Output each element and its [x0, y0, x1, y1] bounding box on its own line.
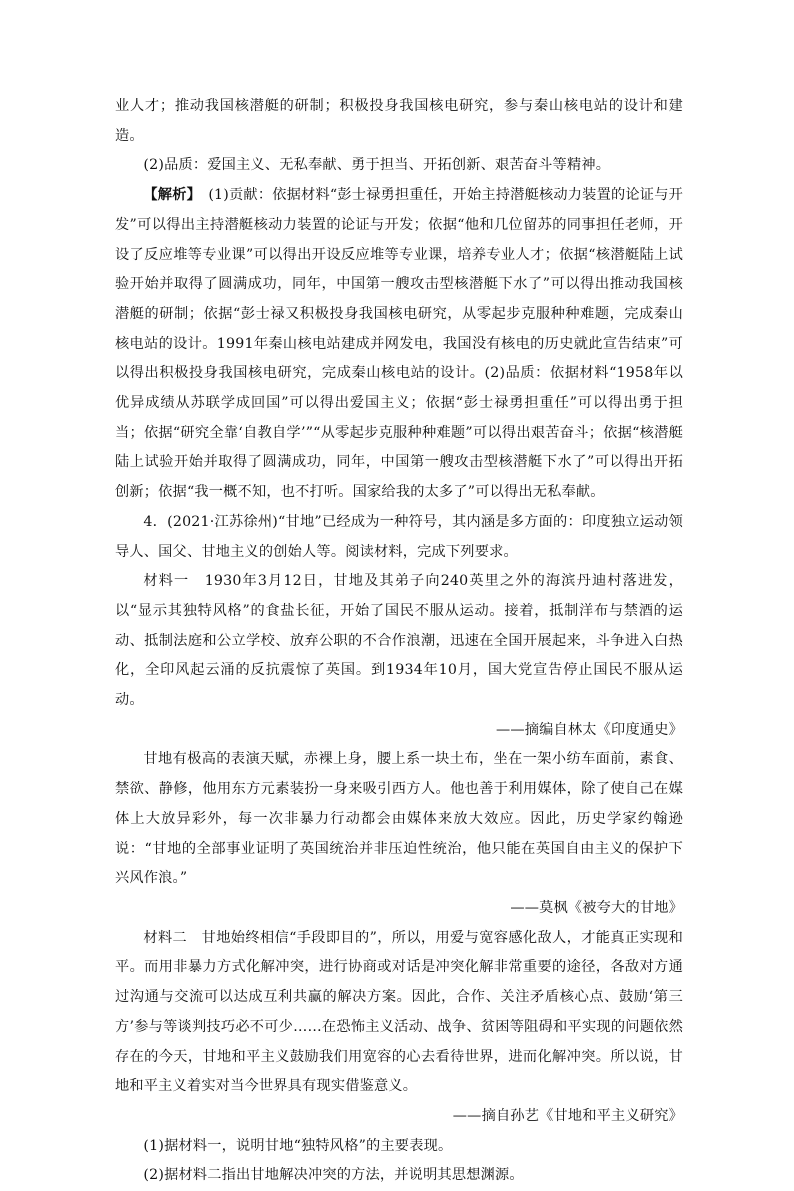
material-1-source-2: ——莫枫《被夸大的甘地》	[510, 899, 683, 916]
answer-quality: (2)品质：爱国主义、无私奉献、勇于担当、开拓创新、艰苦奋斗等精神。	[143, 157, 611, 174]
document-page	[115, 92, 683, 1191]
analysis-text: (1)贡献：依据材料“彭士禄勇担重任，开始主持潜艇核动力装置的论证与开发”可以得出主持潜艇核动力装置的论证与开发；依据“他和几位留苏的同事担任老师，开设了反应堆等专业课”可以得出开设反应堆等专业课，培养专业人才；依据“核潜艇陆上试验开始并取得了圆满成功，同年，中国第一艘攻击型核潜艇下水了”可以得出推动我国核潜艇的研制；依据“彭士禄又积极投身我国核电研究，从零起步克服种种难题，完成秦山核电站的设计。1991年秦山核电站建成并网发电，我国没有核电的历史就此宣告结束”可以得出积极投身我国核电研究，完成秦山核电站的设计。(2)品质：依据材料“1958年以优异成绩从苏联学成回国”可以得出爱国主义；依据“彭士禄勇担重任”可以得出勇于担当；依据“研究全靠‘自教自学’”“从零起步克服种种难题”可以得出艰苦奋斗；依据“核潜艇陆上试验开始并取得了圆满成功，同年，中国第一艘攻击型核潜艇下水了”可以得出开拓创新；依据“我一概不知，也不打听。国家给我的太多了”可以得出无私奉献。	[115, 187, 683, 501]
requirement-2: (2)据材料二指出甘地解决冲突的方法，并说明其思想渊源。	[143, 1167, 524, 1184]
analysis-paragraph	[115, 181, 683, 508]
requirement-1: (1)据材料一，说明甘地“独特风格”的主要表现。	[143, 1137, 453, 1154]
question-4-stem: 4．(2021·江苏徐州)“甘地”已经成为一种符号，其内涵是多方面的：印度独立运动领导人、国父、甘地主义的创始人等。阅读材料，完成下列要求。	[115, 513, 683, 560]
material-2-source: ——摘自孙艺《甘地和平主义研究》	[452, 1107, 683, 1124]
material-2-paragraph: 材料二 甘地始终相信“手段即目的”，所以，用爱与宽容感化敌人，才能真正实现和平。而用非暴力方式化解冲突，进行协商或对话是冲突化解非常重要的途径，各敌对方通过沟通与交流可以达成互利共赢的解决方案。因此，合作、关注矛盾核心点、鼓励‘第三方’参与等谈判技巧必不可少……在恐怖主义活动、战争、贫困等阻碍和平实现的问题依然存在的今天，甘地和平主义鼓励我们用宽容的心去看待世界，进而化解冲突。所以说，甘地和平主义着实对当今世界具有现实借鉴意义。	[115, 929, 683, 1095]
material-1-paragraph-1: 材料一 1930年3月12日，甘地及其弟子向240英里之外的海滨丹迪村落进发，以“显示其独特风格”的食盐长征，开始了国民不服从运动。接着，抵制洋布与禁酒的运动、抵制法庭和公立学校、放弃公职的不合作浪潮，迅速在全国开展起来，斗争进入白热化，全印风起云涌的反抗震惊了英国。到1934年10月，国大党宣告停止国民不服从运动。	[115, 573, 683, 709]
answer-continuation: 业人才；推动我国核潜艇的研制；积极投身我国核电研究，参与秦山核电站的设计和建造。	[115, 98, 683, 144]
material-1-paragraph-2: 甘地有极高的表演天赋，赤裸上身，腰上系一块土布，坐在一架小纺车面前，素食、禁欲、静修，他用东方元素装扮一身来吸引西方人。他也善于利用媒体，除了使自己在媒体上大放异彩外，每一次非暴力行动都会由媒体来放大效应。因此，历史学家约翰逊说：“甘地的全部事业证明了英国统治并非压迫性统治，他只能在英国自由主义的保护下兴风作浪。”	[115, 751, 683, 887]
analysis-tag: 【解析】	[143, 187, 194, 204]
material-1-source-1: ——摘编自林太《印度通史》	[495, 721, 683, 738]
